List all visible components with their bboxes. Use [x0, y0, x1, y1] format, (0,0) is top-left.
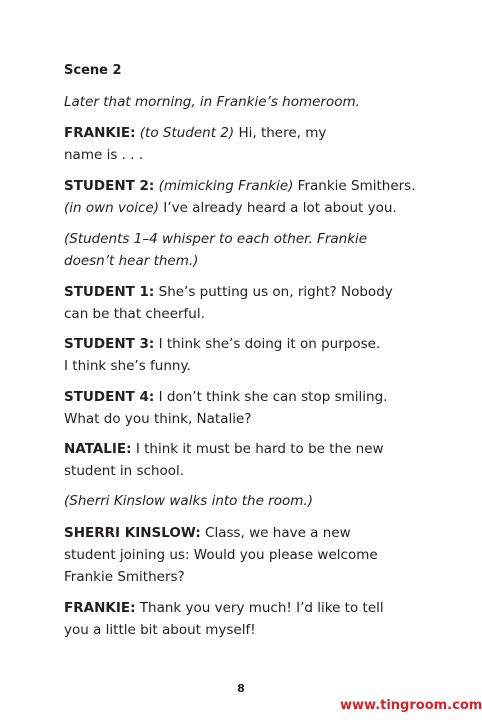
speaker-name: STUDENT 3: [64, 336, 155, 352]
dialogue-text: I think she’s funny. [64, 358, 191, 374]
dialogue-student-3 [64, 333, 380, 377]
parenthetical: (to Student 2) [139, 125, 235, 141]
speaker-name: STUDENT 2: [64, 178, 155, 194]
dialogue-student-4 [64, 386, 387, 430]
dialogue-text: student in school. [64, 463, 185, 479]
speaker-name: SHERRI KINSLOW: [64, 525, 201, 541]
speaker-name: FRANKIE: [64, 125, 136, 141]
dialogue-text: Class, we have a new [200, 525, 351, 541]
dialogue-text: I’ve already heard a lot about you. [159, 200, 397, 216]
speaker-name: STUDENT 1: [64, 284, 155, 300]
page-number: 8 [237, 682, 245, 695]
dialogue-text: She’s putting us on, right? Nobody [154, 284, 393, 300]
speaker-name: FRANKIE: [64, 600, 136, 616]
dialogue-text: name is . . . [64, 147, 144, 163]
stage-direction-line: doesn’t hear them.) [64, 253, 199, 269]
dialogue-student-1 [64, 281, 393, 325]
dialogue-text: Frankie Smithers. [293, 178, 416, 194]
dialogue-frankie-1 [64, 122, 326, 166]
dialogue-text: Frankie Smithers? [64, 569, 185, 585]
watermark-link[interactable]: www.tingroom.com [340, 698, 482, 713]
dialogue-text: What do you think, Natalie? [64, 411, 252, 427]
dialogue-natalie [64, 438, 384, 482]
speaker-name: NATALIE: [64, 441, 132, 457]
dialogue-text: Thank you very much! I’d like to tell [135, 600, 384, 616]
stage-direction: Later that morning, in Frankie’s homeroom. [64, 94, 360, 110]
scene-heading: Scene 2 [64, 63, 122, 78]
dialogue-student-2 [64, 175, 416, 219]
stage-direction [64, 228, 367, 272]
parenthetical: (mimicking Frankie) [158, 178, 294, 194]
parenthetical: (in own voice) [64, 200, 160, 216]
dialogue-text: Hi, there, my [234, 125, 327, 141]
speaker-name: STUDENT 4: [64, 389, 155, 405]
dialogue-text: I think she’s doing it on purpose. [154, 336, 381, 352]
dialogue-text: can be that cheerful. [64, 306, 205, 322]
dialogue-text: you a little bit about myself! [64, 622, 256, 638]
dialogue-text: I don’t think she can stop smiling. [154, 389, 388, 405]
dialogue-sherri-kinslow [64, 522, 378, 588]
dialogue-frankie-2 [64, 597, 384, 641]
stage-direction: (Sherri Kinslow walks into the room.) [64, 493, 313, 509]
dialogue-text: I think it must be hard to be the new [131, 441, 384, 457]
dialogue-text: student joining us: Would you please welcome [64, 547, 378, 563]
stage-direction-line: (Students 1–4 whisper to each other. Frankie [64, 231, 368, 247]
